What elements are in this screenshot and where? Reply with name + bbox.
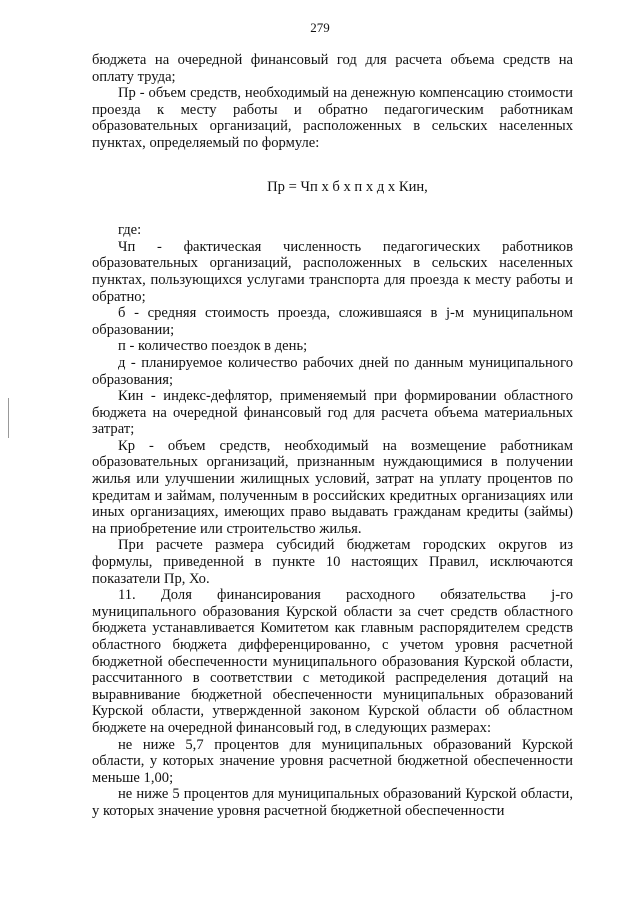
definition-item: Кр - объем средств, необходимый на возмещение работникам образовательных организаций, признанным нуждающимися в получении жилья или улучшении жилищных условий, затрат на уплату процентов по кредитам и займам, полученным в российских кредитных организациях или иных организациях, имеющих право выдавать гражданам кредиты (займы) на приобретение или строительство жилья. [92,437,573,537]
paragraph: где: [118,222,142,239]
paragraph: При расчете размера субсидий бюджетам городских округов из формулы, приведенной в пункте 10 настоящих Правил, исключаются показатели Пр, Хо. [92,537,573,587]
paragraph: бюджета на очередной финансовый год для расчета объема средств на оплату труда; [92,52,573,85]
definition-item: Чп - фактическая численность педагогических работников образовательных организаций, расположенных в сельских населенных пунктах, пользующихся услугами транспорта для проезда к месту работы и обратно; [92,238,573,305]
paragraph: Пр - объем средств, необходимый на денежную компенсацию стоимости проезда к месту работы и обратно педагогическим работникам образовательных организаций, расположенных в сельских населенных пунктах, определяемый по формуле: [92,85,573,151]
paragraph: не ниже 5 процентов для муниципальных образований Курской области, у которых значение уровня расчетной бюджетной обеспеченности [92,786,573,819]
numbered-clause: 11. Доля финансирования расходного обязательства j-го муниципального образования Курской области за счет средств областного бюджета устанавливается Комитетом как главным распорядителем средств областного бюджета дифференцированно, с учетом уровня расчетной бюджетной обеспеченности муниципального образования Курской области, рассчитанного в соответствии с методикой распределения дотаций на выравнивание бюджетной обеспеченности муниципальных образований Курской области, утвержденной законом Курской области об областном бюджете на очередной финансовый год, в следующих размерах: [92,587,573,736]
definition-item: Кин - индекс-дефлятор, применяемый при формировании областного бюджета на очередной финансовый год для расчета объема материальных затрат; [92,388,573,438]
definition-item: п - количество поездок в день; [118,338,308,355]
document-body [92,52,573,820]
page-number: 279 [310,20,330,35]
paragraph: не ниже 5,7 процентов для муниципальных образований Курской области, у которых значение уровня расчетной бюджетной обеспеченности меньше 1,00; [92,736,573,786]
definition-item: б - средняя стоимость проезда, сложившаяся в j-м муниципальном образовании; [92,305,573,338]
definition-item: д - планируемое количество рабочих дней по данным муниципального образования; [92,354,573,388]
scan-margin-mark [8,398,9,438]
formula: Пр = Чп х б х п х д х Кин, [267,178,428,195]
